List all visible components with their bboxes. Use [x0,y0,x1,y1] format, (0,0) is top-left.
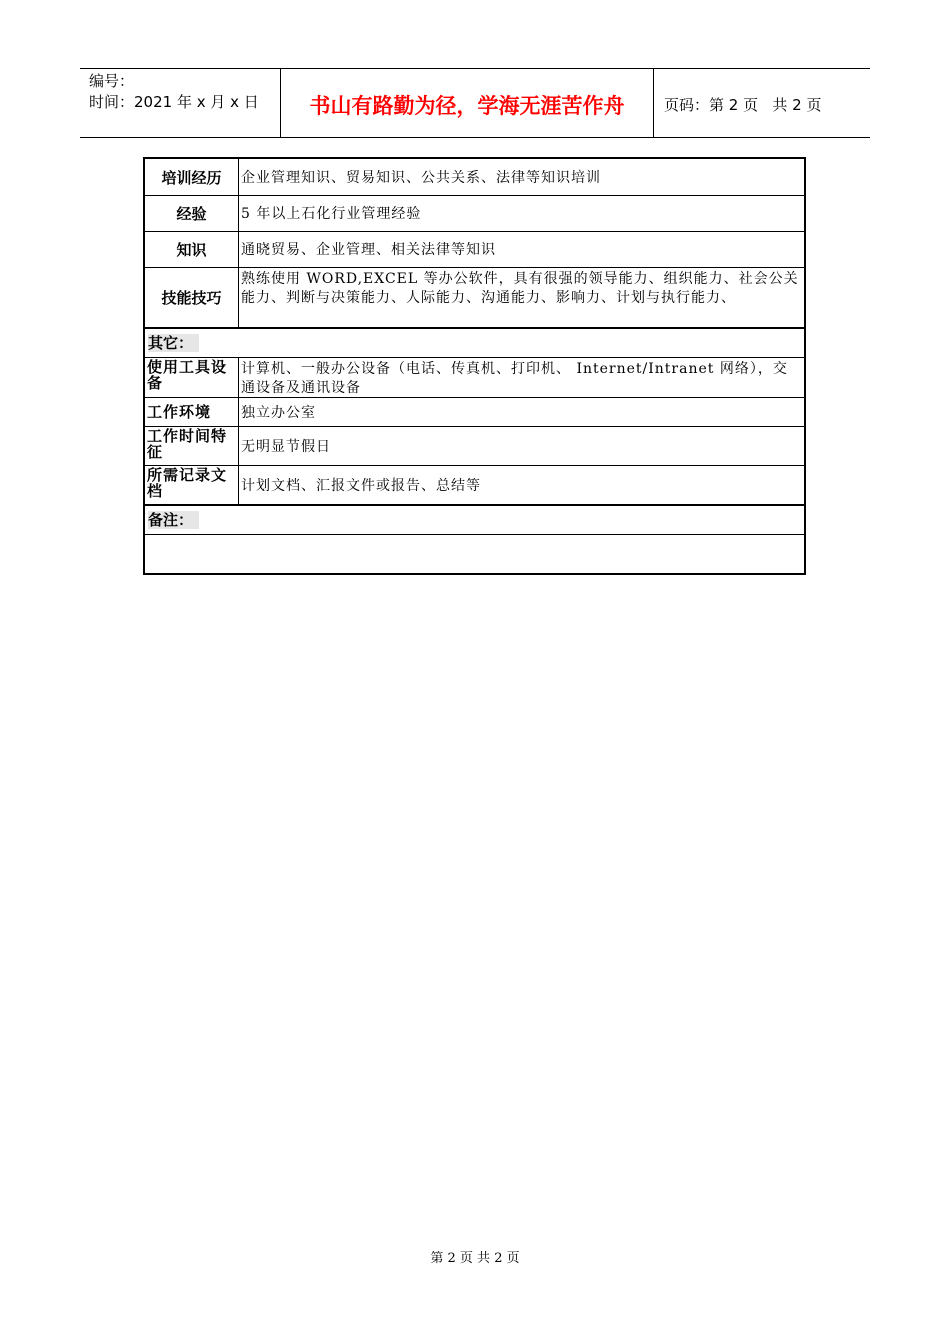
knowledge-label: 知识 [145,232,239,267]
skills-value: 熟练使用 WORD,EXCEL 等办公软件，具有很强的领导能力、组织能力、社会公关能力、判断与决策能力、人际能力、沟通能力、影响力、计划与执行能力、 [241,271,799,306]
skills-label: 技能技巧 [145,268,239,327]
row-remarks-title [145,506,804,535]
row-remarks-value [145,535,804,573]
environment-value: 独立办公室 [241,404,316,421]
other-title-text: 其它： [148,334,199,352]
row-work-time [145,427,804,466]
tools-value: 计算机、一般办公设备（电话、传真机、打印机、 Internet/Intranet 网络），交通设备及通讯设备 [241,361,788,396]
experience-label: 经验 [145,196,239,231]
remarks-section-title [145,506,202,534]
tools-label: 使用工具设备 [145,358,239,397]
date-label: 时间：2021 年 x 月 x 日 [89,93,259,111]
page-info-text: 页码：第 2 页 共 2 页 [664,95,822,114]
other-section-title [145,329,202,357]
page-footer [0,1247,950,1266]
work-time-label: 工作时间特征 [145,427,239,465]
header-motto: 书山有路勤为径，学海无涯苦作舟 [281,69,654,137]
header-meta [80,69,281,137]
row-other-title [145,329,804,358]
remarks-title-text: 备注： [148,511,199,529]
row-knowledge [145,232,804,268]
row-experience [145,196,804,232]
row-environment [145,398,804,427]
remarks-value [145,535,804,573]
page-header [80,68,870,138]
job-description-table [143,157,806,575]
row-skills [145,268,804,329]
footer-page-number: 第 2 页 共 2 页 [430,1251,520,1266]
environment-label: 工作环境 [145,398,239,426]
documents-value: 计划文档、汇报文件或报告、总结等 [241,477,481,494]
code-label: 编号： [89,72,135,90]
work-time-value: 无明显节假日 [241,438,331,455]
knowledge-value: 通晓贸易、企业管理、相关法律等知识 [241,242,496,258]
row-training [145,159,804,196]
training-label: 培训经历 [145,159,239,195]
documents-label: 所需记录文档 [145,466,239,504]
experience-value: 5 年以上石化行业管理经验 [241,206,422,222]
row-tools [145,358,804,398]
header-page-info [654,69,870,137]
training-value: 企业管理知识、贸易知识、公共关系、法律等知识培训 [241,169,601,186]
row-documents [145,466,804,506]
